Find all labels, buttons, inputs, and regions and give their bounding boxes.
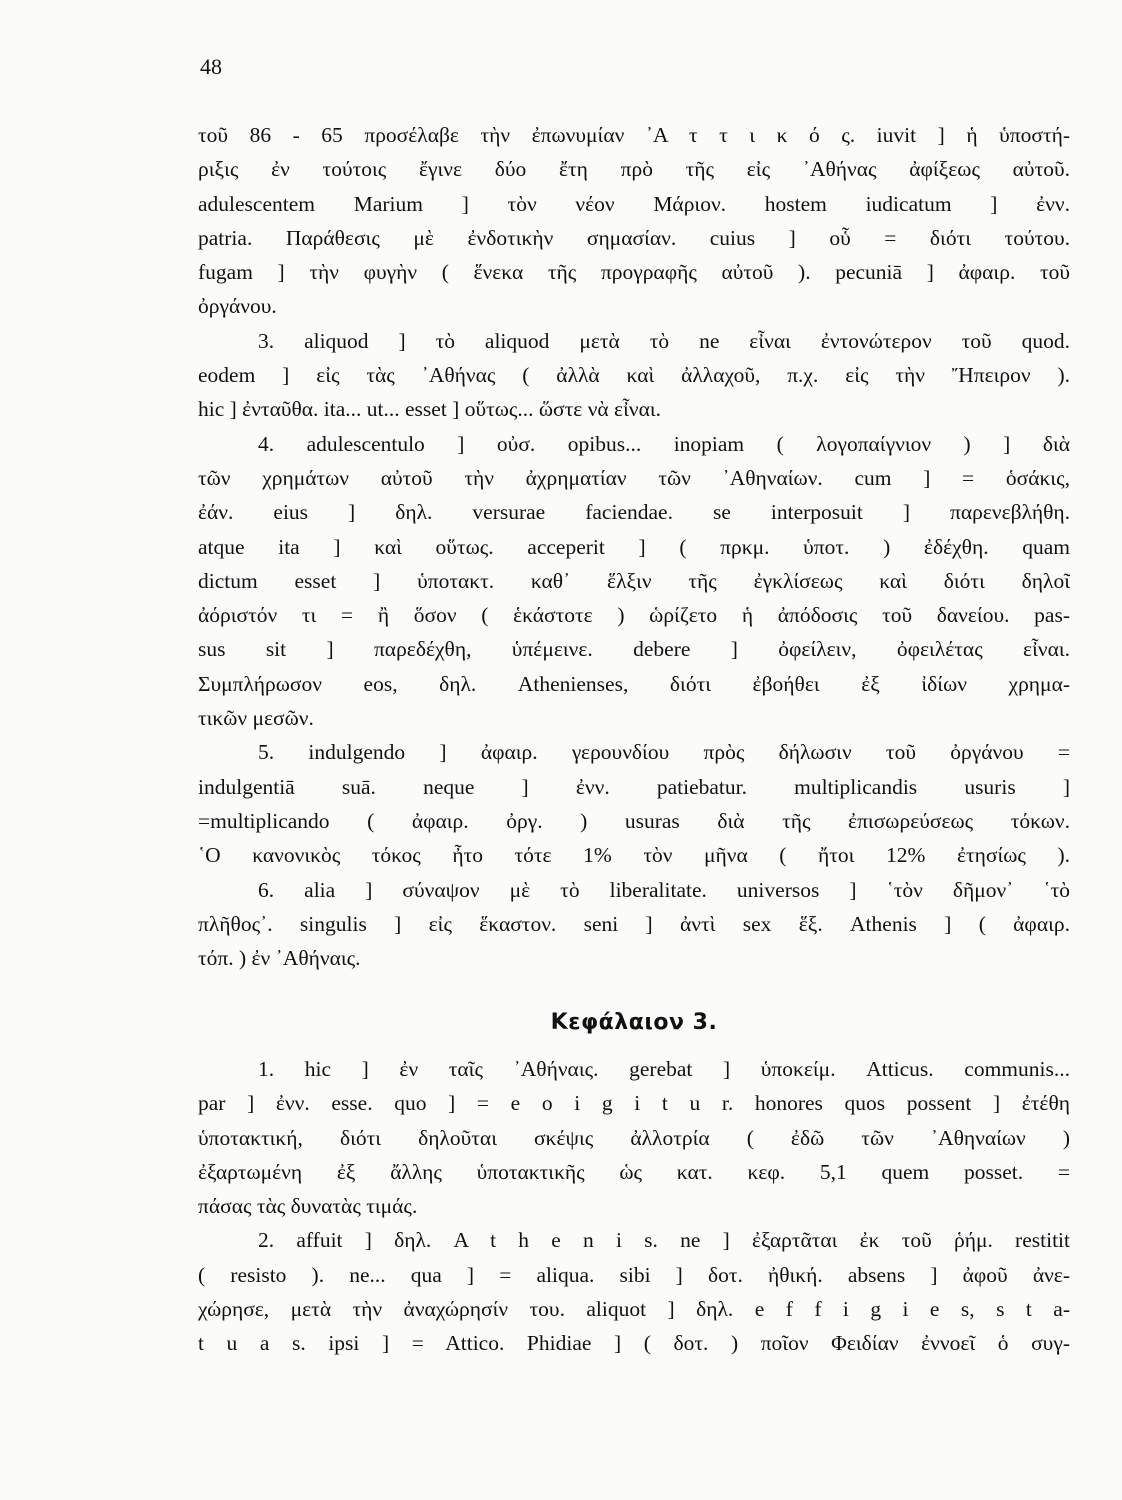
- chapter-heading: Κεφάλαιον 3.: [550, 1010, 718, 1035]
- text-line: ῾Ο κανονικὸς τόκος ἦτο τότε 1% τὸν μῆνα ( ἤτοι 12% ἐτησίως ).: [198, 843, 1070, 868]
- text-line: 2. affuit ] δηλ. A t h e n i s. ne ] ἐξαρτᾶται ἐκ τοῦ ῥήμ. restitit: [258, 1228, 1070, 1253]
- text-line: fugam ] τὴν φυγὴν ( ἕνεκα τῆς προγραφῆς αὐτοῦ ). pecuniā ] ἀφαιρ. τοῦ: [198, 260, 1070, 285]
- text-line: τικῶν μεσῶν.: [198, 706, 314, 731]
- text-line: adulescentem Marium ] τὸν νέον Μάριον. hostem iudicatum ] ἐνν.: [198, 191, 1070, 216]
- text-line: =multiplicando ( ἀφαιρ. ὀργ. ) usuras διὰ τῆς ἐπισωρεύσεως τόκων.: [198, 808, 1070, 833]
- text-line: τῶν χρημάτων αὐτοῦ τὴν ἀχρηματίαν τῶν ᾿Αθηναίων. cum ] = ὁσάκις,: [198, 465, 1070, 490]
- text-line: χώρησε, μετὰ τὴν ἀναχώρησίν του. aliquot ] δηλ. e f f i g i e s, s t a-: [198, 1297, 1070, 1322]
- text-line: patria. Παράθεσις μὲ ἐνδοτικὴν σημασίαν. cuius ] οὗ = διότι τούτου.: [198, 225, 1070, 250]
- text-line: τόπ. ) ἐν ᾿Αθήναις.: [198, 946, 361, 971]
- text-line: atque ita ] καὶ οὕτως. acceperit ] ( πρκμ. ὑποτ. ) ἐδέχθη. quam: [198, 534, 1070, 559]
- text-line: ὀργάνου.: [198, 294, 277, 319]
- page-number: 48: [200, 54, 222, 79]
- text-line: τοῦ 86 - 65 προσέλαβε τὴν ἐπωνυμίαν ᾿Α τ τ ι κ ό ς. iuvit ] ἡ ὑποστή-: [198, 123, 1070, 147]
- text-line: 6. alia ] σύναψον μὲ τὸ liberalitate. universos ] ῾τὸν δῆμον᾿ ῾τὸ: [258, 877, 1070, 902]
- text-line: ἐάν. eius ] δηλ. versurae faciendae. se interposuit ] παρενεβλήθη.: [198, 500, 1070, 525]
- commentary-section-2: [198, 118, 1070, 975]
- text-line: 4. adulescentulo ] οὐσ. opibus... inopiam ( λογοπαίγνιον ) ] διὰ: [258, 431, 1070, 456]
- text-line: ( resisto ). ne... qua ] = aliqua. sibi ] δοτ. ἠθική. absens ] ἀφοῦ ἀνε-: [198, 1262, 1070, 1287]
- text-line: dictum esset ] ὑποτακτ. καθ᾿ ἕλξιν τῆς ἐγκλίσεως καὶ διότι δηλοῖ: [198, 568, 1070, 593]
- text-line: 1. hic ] ἐν ταῖς ᾿Αθήναις. gerebat ] ὑποκείμ. Atticus. communis...: [258, 1057, 1070, 1081]
- commentary-chapter-3: [198, 1052, 1070, 1361]
- text-line: Συμπλήρωσον eos, δηλ. Athenienses, διότι ἐβοήθει ἐξ ἰδίων χρημα-: [198, 671, 1070, 696]
- text-line: πάσας τὰς δυνατὰς τιμάς.: [198, 1194, 418, 1219]
- text-line: ριξις ἐν τούτοις ἔγινε δύο ἔτη πρὸ τῆς εἰς ᾿Αθήνας ἀφίξεως αὐτοῦ.: [198, 157, 1070, 182]
- text-line: par ] ἐνν. esse. quo ] = e o i g i t u r. honores quos possent ] ἐτέθη: [198, 1091, 1070, 1116]
- text-line: ἐξαρτωμένη ἐξ ἄλλης ὑποτακτικῆς ὡς κατ. κεφ. 5,1 quem posset. =: [198, 1159, 1070, 1184]
- text-line: 3. aliquod ] τὸ aliquod μετὰ τὸ ne εἶναι ἐντονώτερον τοῦ quod.: [258, 328, 1070, 353]
- text-line: sus sit ] παρεδέχθη, ὑπέμεινε. debere ] ὀφείλειν, ὀφειλέτας εἶναι.: [198, 637, 1070, 662]
- text-line: ὑποτακτική, διότι δηλοῦται σκέψις ἀλλοτρία ( ἐδῶ τῶν ᾿Αθηναίων ): [198, 1125, 1070, 1150]
- text-line: πλῆθος᾿. singulis ] εἰς ἕκαστον. seni ] ἀντὶ sex ἕξ. Athenis ] ( ἀφαιρ.: [198, 911, 1070, 936]
- text-line: indulgentiā suā. neque ] ἐνν. patiebatur. multiplicandis usuris ]: [198, 774, 1070, 799]
- text-line: 5. indulgendo ] ἀφαιρ. γερουνδίου πρὸς δήλωσιν τοῦ ὀργάνου =: [258, 740, 1070, 765]
- text-line: ἀόριστόν τι = ἢ ὅσον ( ἑκάστοτε ) ὡρίζετο ἡ ἀπόδοσις τοῦ δανείου. pas-: [198, 603, 1070, 628]
- text-line: hic ] ἐνταῦθα. ita... ut... esset ] οὕτως... ὥστε νὰ εἶναι.: [198, 397, 662, 422]
- text-line: t u a s. ipsi ] = Attico. Phidiae ] ( δοτ. ) ποῖον Φειδίαν ἐννοεῖ ὁ συγ-: [198, 1331, 1070, 1356]
- text-line: eodem ] εἰς τὰς ᾿Αθήνας ( ἀλλὰ καὶ ἀλλαχοῦ, π.χ. εἰς τὴν Ἤπειρον ).: [198, 363, 1070, 388]
